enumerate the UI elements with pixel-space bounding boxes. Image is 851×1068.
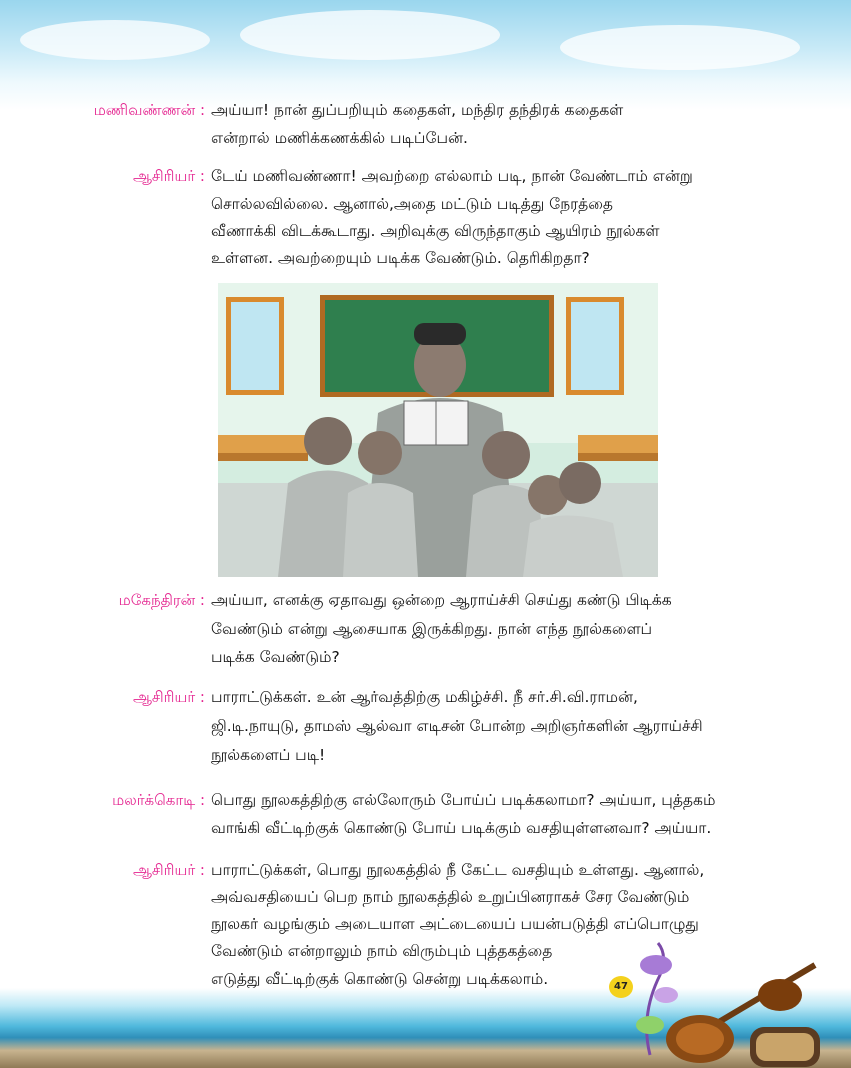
speaker-name: மகேந்திரன் : xyxy=(118,591,205,609)
page-number-badge: 47 xyxy=(609,976,633,998)
speaker-name: ஆசிரியர் : xyxy=(132,688,205,706)
text-line: படிக்க வேண்டும்? xyxy=(211,648,340,666)
dialogue-text xyxy=(211,101,811,157)
text-line: பொது நூலகத்திற்கு எல்லோரும் போய்ப் படிக்கலாமா? அய்யா, புத்தகம் xyxy=(211,791,716,809)
speaker-name: ஆசிரியர் : xyxy=(132,167,205,185)
sky-background xyxy=(0,0,851,110)
text-line: ஜி.டி.நாயுடு, தாமஸ் ஆல்வா எடிசன் போன்ற அறிஞர்களின் ஆராய்ச்சி xyxy=(211,717,703,735)
text-line: அய்யா! நான் துப்பறியும் கதைகள், மந்திர தந்திரக் கதைகள் xyxy=(211,101,624,119)
teacher-with-students-image xyxy=(218,283,658,577)
classroom-illustration xyxy=(218,283,658,577)
dialogue-text xyxy=(211,167,811,276)
text-line: உள்ளன. அவற்றையும் படிக்க வேண்டும். தெரிகிறதா? xyxy=(211,249,590,267)
text-line: வேண்டும் என்று ஆசையாக இருக்கிறது. நான் எந்த நூல்களைப் xyxy=(211,620,653,638)
text-line: அவ்வசதியைப் பெற நாம் நூலகத்தில் உறுப்பினராகச் சேர வேண்டும் xyxy=(211,888,690,906)
cloud xyxy=(240,10,500,60)
dialogue-text xyxy=(211,591,811,676)
text-line: நூலகர் வழங்கும் அடையாள அட்டையைப் பயன்படுத்தி எப்பொழுது xyxy=(211,915,699,933)
text-line: என்றால் மணிக்கணக்கில் படிப்பேன். xyxy=(211,129,468,147)
text-line: பாராட்டுக்கள். உன் ஆர்வத்திற்கு மகிழ்ச்சி. நீ சர்.சி.வி.ராமன், xyxy=(211,688,638,706)
cloud xyxy=(20,20,210,60)
speaker-name: ஆசிரியர் : xyxy=(132,861,205,879)
text-line: வீணாக்கி விடக்கூடாது. அறிவுக்கு விருந்தாகும் ஆயிரம் நூல்கள் xyxy=(211,222,660,240)
text-line: எடுத்து வீட்டிற்குக் கொண்டு சென்று படிக்கலாம். xyxy=(211,970,549,988)
dialogue-text xyxy=(211,688,811,775)
text-line: பாராட்டுக்கள், பொது நூலகத்தில் நீ கேட்ட வசதியும் உள்ளது. ஆனால், xyxy=(211,861,705,879)
text-line: வேண்டும் என்றாலும் நாம் விரும்பும் புத்தகத்தை xyxy=(211,942,553,960)
dialogue-text xyxy=(211,791,811,847)
text-line: சொல்லவில்லை. ஆனால்,அதை மட்டும் படித்து நேரத்தை xyxy=(211,195,614,213)
text-line: வாங்கி வீட்டிற்குக் கொண்டு போய் படிக்கும் வசதியுள்ளனவா? அய்யா. xyxy=(211,819,712,837)
text-line: டேய் மணிவண்ணா! அவற்றை எல்லாம் படி, நான் வேண்டாம் என்று xyxy=(211,167,693,185)
speaker-name: மலர்க்கொடி : xyxy=(112,791,205,809)
text-line: நூல்களைப் படி! xyxy=(211,746,326,764)
cloud xyxy=(560,25,800,70)
speaker-name: மணிவண்ணன் : xyxy=(93,101,205,119)
text-line: அய்யா, எனக்கு ஏதாவது ஒன்றை ஆராய்ச்சி செய்து கண்டு பிடிக்க xyxy=(211,591,672,609)
veena-decoration-icon xyxy=(630,935,851,1068)
